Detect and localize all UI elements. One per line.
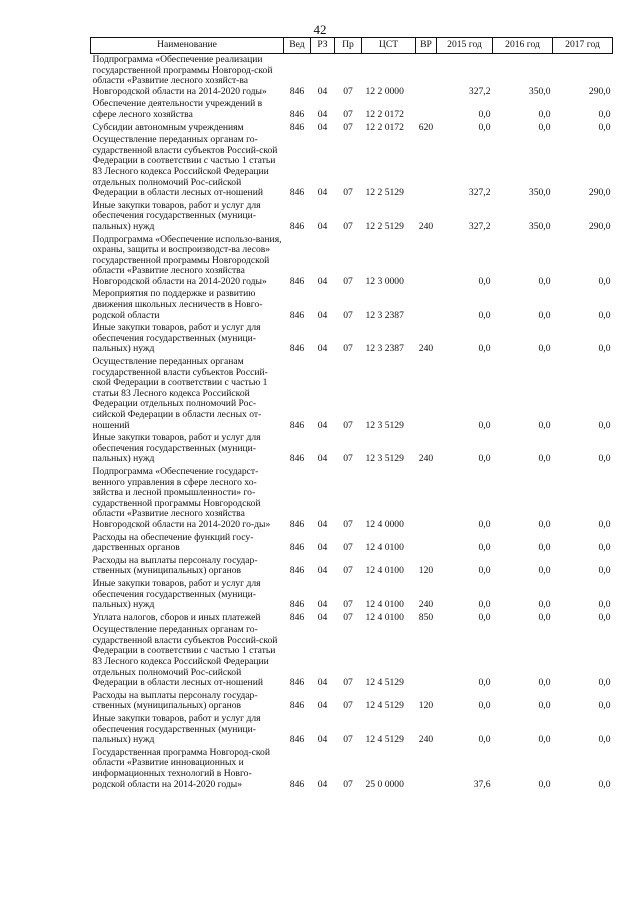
row-cst: 12 2 0172: [365, 108, 404, 120]
row-pr: 07: [343, 677, 353, 689]
row-rz: 04: [317, 85, 328, 97]
row-ved: 846: [289, 275, 305, 287]
row-rz: 04: [317, 121, 328, 133]
row-name: Иные закупки товаров, работ и услуг для обеспечения государственных (муници-пальных) нужд: [92, 577, 261, 611]
row-2016: 0,0: [538, 611, 551, 623]
row-2017: 290,0: [588, 187, 611, 199]
table-row: [91, 98, 613, 121]
row-2015: 0,0: [478, 599, 491, 611]
header-ved: Вед: [284, 38, 311, 54]
row-2016: 350,0: [528, 220, 551, 232]
row-ved: 846: [289, 700, 305, 712]
row-2015: 37,6: [473, 778, 491, 790]
row-2015: 0,0: [478, 419, 491, 431]
row-pr: 07: [343, 778, 353, 790]
row-pr: 07: [343, 700, 353, 712]
row-vr: 240: [418, 599, 434, 611]
row-pr: 07: [343, 187, 353, 199]
row-2015: 0,0: [478, 734, 491, 746]
header-pr: Пр: [335, 38, 362, 54]
row-2017: 0,0: [598, 309, 611, 321]
row-2017: 290,0: [588, 85, 611, 97]
row-rz: 04: [317, 599, 328, 611]
row-2017: 0,0: [598, 599, 611, 611]
row-cst: 12 4 5129: [365, 734, 404, 746]
row-cst: 12 2 5129: [365, 187, 404, 199]
row-2016: 350,0: [528, 187, 551, 199]
row-2015: 327,2: [468, 85, 491, 97]
row-cst: 12 4 0100: [365, 611, 404, 623]
row-2016: 0,0: [538, 453, 551, 465]
row-name: Расходы на выплаты персоналу государ-ственных (муниципальных) органов: [92, 554, 258, 577]
row-pr: 07: [343, 565, 353, 577]
row-2016: 0,0: [538, 778, 551, 790]
row-name: Обеспечение деятельности учреждений в сфере лесного хозяйства: [92, 98, 263, 120]
row-rz: 04: [317, 611, 328, 623]
row-cst: 12 4 0100: [365, 565, 404, 577]
row-2015: 0,0: [478, 677, 491, 689]
row-ved: 846: [289, 565, 305, 577]
row-2016: 0,0: [538, 121, 551, 133]
row-rz: 04: [317, 542, 328, 554]
row-pr: 07: [343, 309, 353, 321]
row-vr: [416, 532, 437, 555]
row-2017: 0,0: [598, 108, 611, 120]
row-2015: 0,0: [478, 309, 491, 321]
row-rz: 04: [317, 700, 328, 712]
table-row: [91, 134, 613, 200]
row-cst: 12 2 0172: [365, 121, 404, 133]
row-ved: 846: [289, 187, 305, 199]
row-pr: 07: [343, 275, 353, 287]
table-row: [91, 578, 613, 612]
row-name: Осуществление переданных органам го-сударственной власти субъектов Россий-ской Федерации в соответствии с частью 1 статьи 83 Лесного кодекса Российской Федерации отдельных полномочий Рос-сийской Федерации в области лесных от-ношений: [92, 134, 278, 199]
row-2016: 0,0: [538, 700, 551, 712]
row-2015: 327,2: [468, 187, 491, 199]
row-rz: 04: [317, 220, 328, 232]
row-rz: 04: [317, 778, 328, 790]
row-pr: 07: [343, 85, 353, 97]
row-pr: 07: [343, 611, 353, 623]
table-row: [91, 288, 613, 322]
row-2017: 0,0: [598, 700, 611, 712]
table-row: [91, 200, 613, 234]
row-ved: 846: [289, 599, 305, 611]
row-cst: 12 4 0100: [365, 599, 404, 611]
row-2017: 0,0: [598, 419, 611, 431]
page-number: 42: [313, 22, 327, 37]
row-name: Иные закупки товаров, работ и услуг для обеспечения государственных (муници-пальных) нужд: [92, 432, 261, 465]
row-ved: 846: [289, 611, 305, 623]
row-vr: 120: [418, 700, 434, 712]
row-name: Субсидии автономным учреждениям: [92, 121, 244, 133]
table-row: [91, 713, 613, 747]
row-cst: 12 2 0000: [365, 85, 404, 97]
row-cst: 25 0 0000: [365, 778, 404, 790]
row-name: Мероприятия по поддержке и развитию движения школьных лесничеств в Новго-родской области: [92, 288, 263, 321]
row-name: Подпрограмма «Обеспечение реализации государственной программы Новгород-ской области «Развитие лесного хозяйст-ва Новгородской области на 2014-2020 годы»: [92, 54, 273, 97]
row-2015: 0,0: [478, 121, 491, 133]
row-2015: 0,0: [478, 700, 491, 712]
row-vr: 240: [418, 343, 434, 355]
row-2017: 0,0: [598, 518, 611, 530]
row-ved: 846: [289, 121, 305, 133]
table-row: [91, 555, 613, 578]
row-2015: 0,0: [478, 343, 491, 355]
row-name: Расходы на обеспечение функций госу-дарственных органов: [92, 531, 254, 554]
table-row: [91, 690, 613, 713]
row-2016: 0,0: [538, 309, 551, 321]
row-pr: 07: [343, 419, 353, 431]
row-cst: 12 3 2387: [365, 343, 404, 355]
row-vr: [416, 747, 437, 791]
row-rz: 04: [317, 453, 328, 465]
row-vr: [416, 98, 437, 121]
header-vr: ВР: [416, 38, 437, 54]
row-name: Иные закупки товаров, работ и услуг для обеспечения государственных (муници-пальных) нужд: [92, 322, 261, 355]
row-2016: 350,0: [528, 85, 551, 97]
row-cst: 12 4 0100: [365, 542, 404, 554]
row-pr: 07: [343, 542, 353, 554]
row-pr: 07: [343, 220, 353, 232]
row-ved: 846: [289, 677, 305, 689]
row-2016: 0,0: [538, 343, 551, 355]
row-ved: 846: [289, 778, 305, 790]
row-vr: 620: [418, 121, 434, 133]
row-2016: 0,0: [538, 275, 551, 287]
row-rz: 04: [317, 677, 328, 689]
table-row: [91, 747, 613, 791]
row-2017: 0,0: [598, 453, 611, 465]
table-body: [91, 54, 613, 792]
table-row: [91, 612, 613, 625]
row-vr: [416, 466, 437, 532]
table-row: [91, 432, 613, 466]
row-pr: 07: [343, 734, 353, 746]
row-2016: 0,0: [538, 542, 551, 554]
table-row: [91, 624, 613, 690]
row-2017: 0,0: [598, 121, 611, 133]
row-name: Осуществление переданных органам го-сударственной власти субъектов Россий-ской Федерации в соответствии с частью 1 статьи 83 Лесного кодекса Российской Федерации отдельных полномочий Рос-сийской Федерации в области лесных от-ношений: [92, 624, 278, 689]
header-2017: 2017 год: [553, 38, 613, 54]
row-2017: 0,0: [598, 611, 611, 623]
row-2016: 0,0: [538, 565, 551, 577]
header-2016: 2016 год: [493, 38, 553, 54]
row-ved: 846: [289, 419, 305, 431]
row-2016: 0,0: [538, 734, 551, 746]
row-2017: 0,0: [598, 542, 611, 554]
row-2016: 0,0: [538, 108, 551, 120]
row-2016: 0,0: [538, 677, 551, 689]
row-vr: 850: [418, 611, 434, 623]
header-cst: ЦСТ: [362, 38, 416, 54]
row-2015: 0,0: [478, 275, 491, 287]
row-2015: 0,0: [478, 565, 491, 577]
row-2015: 327,2: [468, 220, 491, 232]
table-row: [91, 322, 613, 356]
row-ved: 846: [289, 85, 305, 97]
row-cst: 12 3 5129: [365, 419, 404, 431]
row-name: Иные закупки товаров, работ и услуг для обеспечения государственных (муници-пальных) нужд: [92, 199, 261, 232]
row-rz: 04: [317, 275, 328, 287]
row-cst: 12 4 0000: [365, 518, 404, 530]
row-cst: 12 4 5129: [365, 700, 404, 712]
row-2015: 0,0: [478, 108, 491, 120]
row-2016: 0,0: [538, 599, 551, 611]
row-pr: 07: [343, 453, 353, 465]
row-2017: 0,0: [598, 275, 611, 287]
row-name: Иные закупки товаров, работ и услуг для обеспечения государственных (муници-пальных) нужд: [92, 713, 261, 746]
row-ved: 846: [289, 220, 305, 232]
row-cst: 12 3 0000: [365, 275, 404, 287]
row-ved: 846: [289, 343, 305, 355]
row-rz: 04: [317, 565, 328, 577]
row-rz: 04: [317, 187, 328, 199]
row-ved: 846: [289, 518, 305, 530]
row-cst: 12 3 5129: [365, 453, 404, 465]
header-rz: РЗ: [311, 38, 335, 54]
row-vr: [416, 54, 437, 99]
table-header-row: [91, 38, 613, 54]
row-name: Расходы на выплаты персоналу государ-ственных (муниципальных) органов: [92, 689, 258, 712]
row-name: Осуществление переданных органам государственной власти субъектов Россий-ской Федерации в соответствии с частью 1 статьи 83 Лесного кодекса Российской Федерации отдельных полномочий Рос-сийской Федерации в области лесных от-ношений: [92, 356, 268, 431]
row-rz: 04: [317, 734, 328, 746]
row-pr: 07: [343, 121, 353, 133]
row-ved: 846: [289, 108, 305, 120]
row-rz: 04: [317, 108, 328, 120]
header-name: Наименование: [91, 38, 284, 54]
row-vr: 240: [418, 453, 434, 465]
row-name: Государственная программа Новгород-ской области «Развитие инновационных и информационных технологий в Новго-родской области на 2014-2020 годы»: [92, 746, 270, 790]
row-vr: 120: [418, 565, 434, 577]
row-cst: 12 4 5129: [365, 677, 404, 689]
row-ved: 846: [289, 542, 305, 554]
row-cst: 12 2 5129: [365, 220, 404, 232]
row-vr: [416, 624, 437, 690]
row-2016: 0,0: [538, 518, 551, 530]
row-ved: 846: [289, 734, 305, 746]
row-2017: 0,0: [598, 343, 611, 355]
row-ved: 846: [289, 453, 305, 465]
table-row: [91, 466, 613, 532]
row-2017: 0,0: [598, 778, 611, 790]
table-row: [91, 532, 613, 555]
row-ved: 846: [289, 309, 305, 321]
row-2017: 0,0: [598, 734, 611, 746]
row-vr: 240: [418, 734, 434, 746]
row-pr: 07: [343, 599, 353, 611]
row-vr: [416, 288, 437, 322]
table-row: [91, 54, 613, 99]
row-2016: 0,0: [538, 419, 551, 431]
row-2015: 0,0: [478, 542, 491, 554]
row-cst: 12 3 2387: [365, 309, 404, 321]
row-name: Подпрограмма «Обеспечение государст-венного управления в сфере лесного хо-зяйства и лесной промышленности» го-сударственной программы Новгородской области «Развитие лесного хозяйства Новгородской области на 2014-2020 го-ды»: [92, 465, 271, 530]
table-row: [91, 356, 613, 432]
row-vr: [416, 234, 437, 289]
row-2015: 0,0: [478, 453, 491, 465]
row-rz: 04: [317, 518, 328, 530]
row-2015: 0,0: [478, 611, 491, 623]
table-row: [91, 122, 613, 135]
header-2015: 2015 год: [437, 38, 493, 54]
row-name: Подпрограмма «Обеспечение использо-вания, охраны, защиты и воспроизводст-ва лесов» государственной программы Новгородской области «Развитие лесного хозяйства Новгородской области на 2014-2020 годы»: [92, 233, 282, 287]
row-pr: 07: [343, 343, 353, 355]
row-vr: 240: [418, 220, 434, 232]
table-row: [91, 234, 613, 289]
row-2017: 290,0: [588, 220, 611, 232]
row-name: Уплата налогов, сборов и иных платежей: [92, 611, 261, 623]
budget-table: [90, 37, 613, 791]
row-rz: 04: [317, 419, 328, 431]
row-2015: 0,0: [478, 518, 491, 530]
row-pr: 07: [343, 518, 353, 530]
row-rz: 04: [317, 309, 328, 321]
row-rz: 04: [317, 343, 328, 355]
row-2017: 0,0: [598, 677, 611, 689]
row-2017: 0,0: [598, 565, 611, 577]
row-vr: [416, 356, 437, 432]
row-vr: [416, 134, 437, 200]
row-pr: 07: [343, 108, 353, 120]
